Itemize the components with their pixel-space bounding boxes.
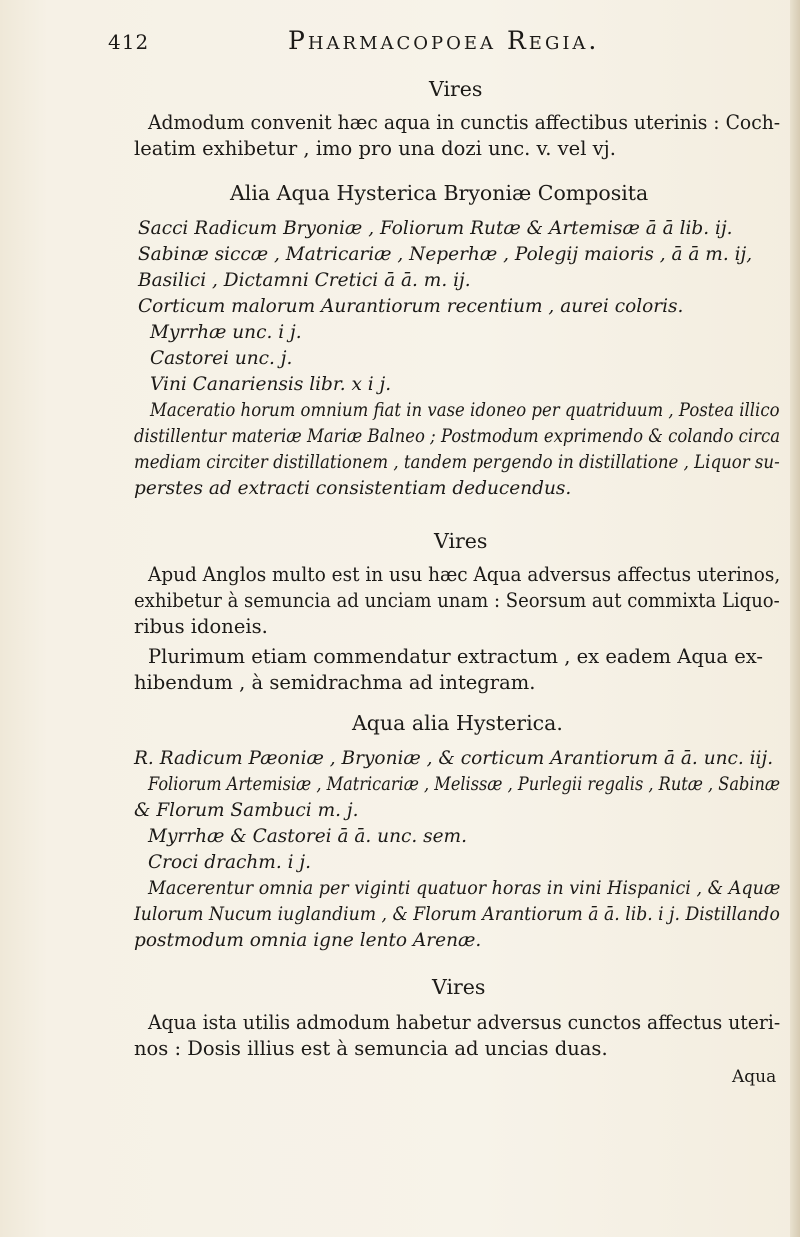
- instruction-line: Maceratio horum omnium fiat in vase idoneo per quatriduum , Postea illico: [150, 400, 780, 421]
- instruction-line: mediam circiter distillationem , tandem pergendo in distillatione , Liquor su-: [134, 452, 780, 473]
- text-line: Plurimum etiam commendatur extractum , ex eadem Aqua ex-: [148, 645, 763, 668]
- section-heading-vires: Vires: [434, 529, 488, 553]
- recipe-title: Alia Aqua Hysterica Bryoniæ Composita: [230, 181, 649, 205]
- recipe-title: Aqua alia Hysterica.: [352, 711, 563, 735]
- text-line: exhibetur à semuncia ad unciam unam : Seorsum aut commixta Liquo-: [134, 589, 780, 612]
- section-heading-vires: Vires: [429, 77, 483, 101]
- ingredient-line: Vini Canariensis libr. x i j.: [150, 374, 392, 395]
- ingredient-line: Sabinæ siccæ , Matricariæ , Neperhæ , Polegij maioris , ā ā m. ij,: [138, 244, 753, 265]
- text-line: Aqua ista utilis admodum habetur adversus cunctos affectus uteri-: [148, 1011, 781, 1034]
- ingredient-line: Myrrhæ & Castorei ā ā. unc. sem.: [148, 826, 467, 847]
- ingredient-line: Corticum malorum Aurantiorum recentium , aurei coloris.: [138, 296, 684, 317]
- ingredient-line: Foliorum Artemisiæ , Matricariæ , Melissæ , Purlegii regalis , Rutæ , Sabinæ: [148, 774, 781, 795]
- ingredient-line: Basilici , Dictamni Cretici ā ā. m. ij.: [138, 270, 471, 291]
- text-line: Apud Anglos multo est in usu hæc Aqua adversus affectus uterinos,: [148, 563, 781, 586]
- section-heading-vires: Vires: [432, 975, 486, 999]
- ingredient-line: & Florum Sambuci m. j.: [134, 800, 359, 821]
- page-number: 412: [108, 30, 150, 54]
- ingredient-line: Myrrhæ unc. i j.: [150, 322, 302, 343]
- text-line: hibendum , à semidrachma ad integram.: [134, 671, 536, 694]
- instruction-line: perstes ad extracti consistentiam deducendus.: [134, 478, 572, 499]
- catchword: Aqua: [732, 1067, 777, 1087]
- ingredient-line: Castorei unc. j.: [150, 348, 293, 369]
- ingredient-line: Croci drachm. i j.: [148, 852, 312, 873]
- text-line: ribus idoneis.: [134, 615, 268, 638]
- instruction-line: distillentur materiæ Mariæ Balneo ; Postmodum exprimendo & colando circa: [134, 426, 781, 447]
- text-line: nos : Dosis illius est à semuncia ad uncias duas.: [134, 1037, 608, 1060]
- ingredient-line: R. Radicum Pæoniæ , Bryoniæ , & corticum Arantiorum ā ā. unc. iij.: [134, 748, 774, 769]
- page-gutter-shadow: [790, 0, 800, 1237]
- instruction-line: Macerentur omnia per viginti quatuor horas in vini Hispanici , & Aquæ: [148, 878, 781, 899]
- text-line: leatim exhibetur , imo pro una dozi unc. v. vel vj.: [134, 137, 616, 160]
- text-line: Admodum convenit hæc aqua in cunctis affectibus uterinis : Coch-: [148, 111, 781, 134]
- page-header: [108, 22, 788, 62]
- instruction-line: postmodum omnia igne lento Arenæ.: [134, 930, 482, 951]
- instruction-line: Iulorum Nucum iuglandium , & Florum Arantiorum ā ā. lib. i j. Distillando: [134, 904, 780, 925]
- ingredient-line: Sacci Radicum Bryoniæ , Foliorum Rutæ & Artemisæ ā ā lib. ij.: [138, 218, 733, 239]
- running-title: Pharmacopoea Regia.: [288, 26, 600, 55]
